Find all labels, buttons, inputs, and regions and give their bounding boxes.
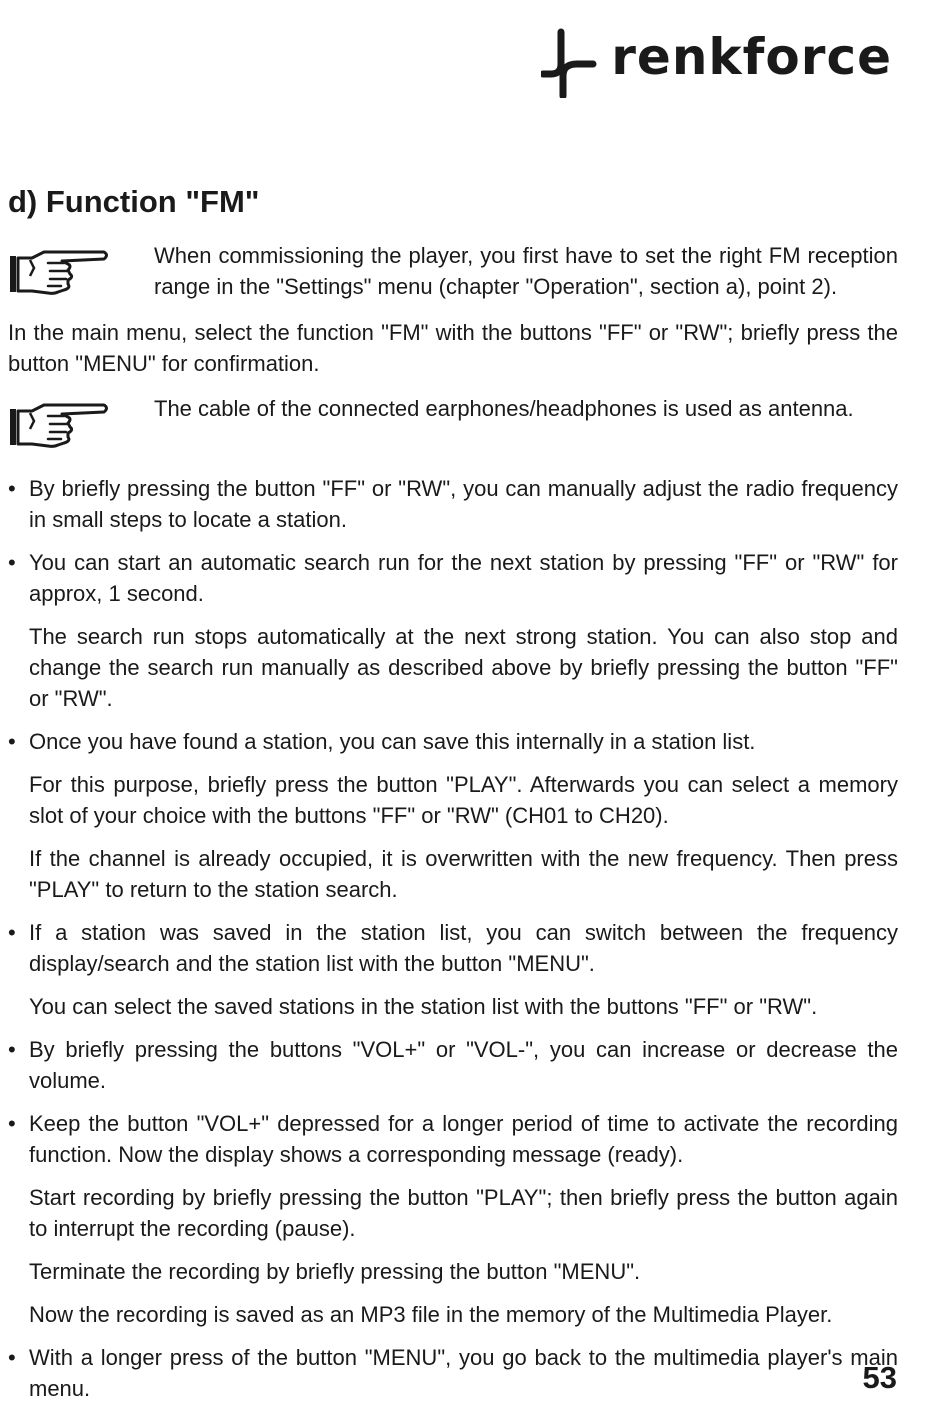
list-item-continuation: The search run stops automatically at the next strong station. You can also stop and change the search run manually as described above by briefly pressing the button "FF" or "RW". [29, 624, 898, 711]
list-item-continuation: Terminate the recording by briefly pressing the button "MENU". [29, 1259, 641, 1284]
intro-paragraph: In the main menu, select the function "FM" with the buttons "FF" or "RW"; briefly press the button "MENU" for confirmation. [8, 320, 898, 376]
list-item-text: Once you have found a station, you can save this internally in a station list. [29, 729, 756, 754]
list-item-continuation: Now the recording is saved as an MP3 file in the memory of the Multimedia Player. [29, 1302, 833, 1327]
brand-logo [541, 24, 892, 98]
note-antenna [8, 393, 898, 424]
section-heading: d) Function "FM" [8, 184, 260, 219]
list-item-continuation: You can select the saved stations in the station list with the buttons "FF" or "RW". [29, 994, 818, 1019]
list-item-text: You can start an automatic search run for the next station by pressing "FF" or "RW" for approx, 1 second. [29, 550, 898, 606]
list-item-continuation: For this purpose, briefly press the button "PLAY". Afterwards you can select a memory slot of your choice with the buttons "FF" or "RW" (CH01 to CH20). [29, 772, 898, 828]
bullet-marker: • [8, 1345, 16, 1370]
bullet-marker: • [8, 550, 16, 575]
list-item [8, 917, 898, 1022]
pointing-hand-icon [8, 246, 110, 298]
list-item-text: With a longer press of the button "MENU", you go back to the multimedia player's main menu. [29, 1345, 898, 1401]
list-item [8, 547, 898, 714]
brand-name: renkforce [611, 28, 892, 86]
list-item-continuation: If the channel is already occupied, it is overwritten with the new frequency. Then press "PLAY" to return to the station search. [29, 846, 898, 902]
page-number: 53 [862, 1360, 897, 1395]
list-item-continuation: Start recording by briefly pressing the button "PLAY"; then briefly press the button again to interrupt the recording (pause). [29, 1185, 898, 1241]
bullet-marker: • [8, 920, 16, 945]
list-item-text: By briefly pressing the buttons "VOL+" or "VOL-", you can increase or decrease the volume. [29, 1037, 898, 1093]
bullet-marker: • [8, 729, 16, 754]
document-body [8, 240, 898, 1416]
list-item-text: Keep the button "VOL+" depressed for a longer period of time to activate the recording function. Now the display shows a corresponding message (ready). [29, 1111, 898, 1167]
pointing-hand-icon [8, 399, 110, 451]
list-item-text: By briefly pressing the button "FF" or "RW", you can manually adjust the radio frequency in small steps to locate a station. [29, 476, 898, 532]
list-item-text: If a station was saved in the station list, you can switch between the frequency display/search and the station list with the button "MENU". [29, 920, 898, 976]
list-item [8, 726, 898, 905]
list-item [8, 1342, 898, 1404]
bullet-marker: • [8, 1037, 16, 1062]
list-item [8, 1108, 898, 1330]
list-item [8, 473, 898, 535]
note-commissioning [8, 240, 898, 302]
note-text: The cable of the connected earphones/headphones is used as antenna. [154, 396, 854, 421]
note-text: When commissioning the player, you first have to set the right FM reception range in the "Settings" menu (chapter "Operation", section a), point 2). [154, 243, 898, 299]
bullet-marker: • [8, 476, 16, 501]
renkforce-logo-icon [541, 24, 597, 98]
list-item [8, 1034, 898, 1096]
bullet-marker: • [8, 1111, 16, 1136]
instruction-list [8, 473, 898, 1404]
